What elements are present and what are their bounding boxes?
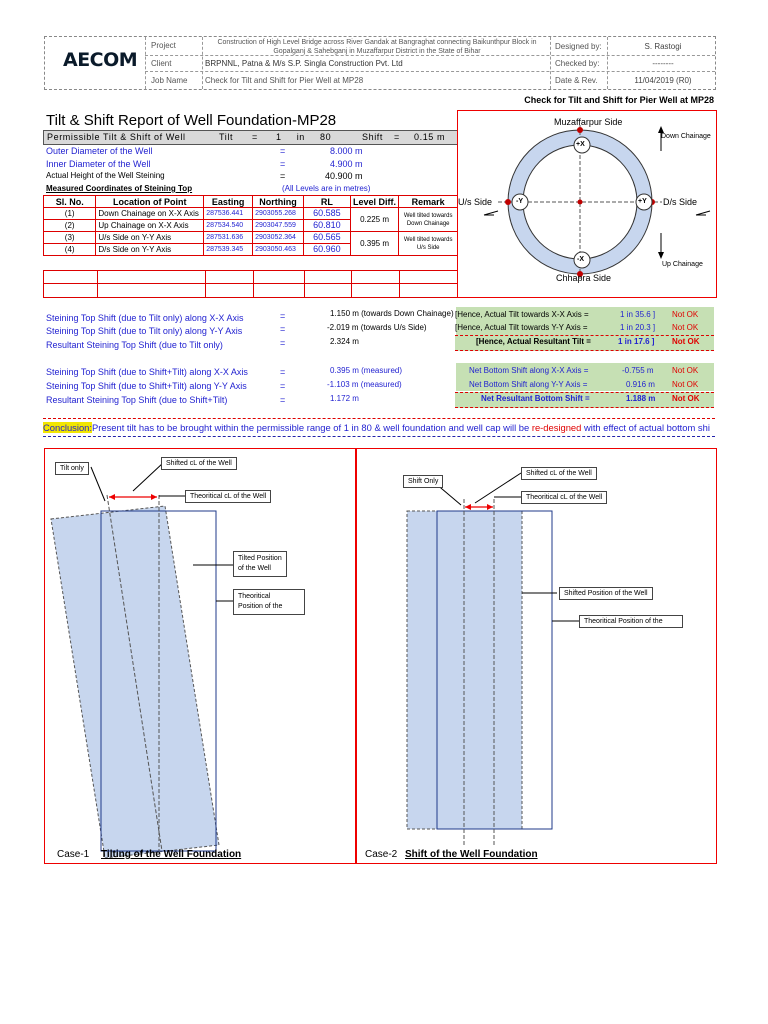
shift-value: 0.15 m bbox=[414, 132, 446, 142]
result-shift-x-value: 0.395 m (measured) bbox=[330, 366, 403, 375]
arrow-right-icon bbox=[151, 494, 157, 500]
param-height-label: Actual Height of the Well Steining bbox=[46, 171, 165, 180]
cell-northing: 2903050.463 bbox=[253, 244, 304, 256]
header-block bbox=[44, 36, 716, 90]
arrow-up-icon bbox=[658, 126, 664, 133]
result-shift-y-value: -1.103 m (measured) bbox=[327, 380, 402, 389]
plan-left-label: U/s Side bbox=[458, 197, 493, 207]
cell-sl: (2) bbox=[44, 220, 96, 232]
cell-sl: (4) bbox=[44, 244, 96, 256]
result-shift-y-label: Steining Top Shift (due to Shift+Tilt) along Y-Y Axis bbox=[46, 381, 247, 391]
header-divider bbox=[607, 37, 608, 89]
case2-shifted-cl-label: Shifted cL of the Well bbox=[521, 467, 597, 480]
case1-svg bbox=[45, 449, 355, 863]
down-chainage-label: Down Chainage bbox=[661, 133, 711, 140]
case1-number: Case-1 bbox=[57, 849, 90, 860]
tilt-x-result-label: [Hence, Actual Tilt towards X-X Axis = bbox=[455, 310, 589, 319]
designed-value: S. Rastogi bbox=[644, 42, 682, 51]
param-outer-label: Outer Diameter of the Well bbox=[46, 146, 153, 156]
report-title: Tilt & Shift Report of Well Foundation-MP28 bbox=[46, 112, 337, 129]
col-header: Easting bbox=[204, 196, 253, 208]
tilted-position-label bbox=[233, 551, 287, 577]
case2-svg bbox=[357, 449, 716, 863]
conclusion-text: Present tilt has to be brought within the permissible range of 1 in 80 & well foundation and well cap will be bbox=[92, 422, 532, 433]
badge-minus-y: -Y bbox=[516, 198, 523, 205]
point-marker bbox=[505, 199, 511, 205]
tilt-value: 1 in 80 bbox=[276, 132, 332, 142]
case2-caption: Shift of the Well Foundation bbox=[405, 849, 538, 860]
param-outer-value: 8.000 m bbox=[330, 146, 363, 156]
cell-easting: 287536.441 bbox=[204, 208, 253, 220]
header-divider bbox=[550, 37, 551, 89]
col-header: Northing bbox=[253, 196, 304, 208]
cell-northing: 2903055.268 bbox=[253, 208, 304, 220]
tilt-x-status: Not OK bbox=[672, 310, 699, 319]
conclusion-bar bbox=[43, 418, 715, 437]
shift-y-status: Not OK bbox=[672, 380, 699, 389]
result-eq: = bbox=[280, 367, 286, 377]
cell-location: U/s Side on Y-Y Axis bbox=[96, 232, 204, 244]
tilt-r-status: Not OK bbox=[672, 337, 700, 346]
point-marker bbox=[577, 127, 583, 133]
plan-bottom-label: Chhapra Side bbox=[556, 273, 612, 283]
tilt-y-status: Not OK bbox=[672, 323, 699, 332]
result-eq: = bbox=[280, 338, 286, 348]
tilt-y-result-label: [Hence, Actual Tilt towards Y-Y Axis = bbox=[455, 323, 588, 332]
param-eq: = bbox=[280, 146, 286, 156]
cell-remark-x: Well tilted towards Down Chainage bbox=[399, 208, 458, 232]
result-shift-r-label: Resultant Steining Top Shift (due to Shift+Tilt) bbox=[46, 395, 228, 405]
plan-right-label: D/s Side bbox=[663, 197, 698, 207]
cell-level-diff-y: 0.395 m bbox=[350, 232, 399, 256]
table-header-row bbox=[44, 196, 458, 208]
param-inner-value: 4.900 m bbox=[330, 159, 363, 169]
shift-eq: = bbox=[394, 132, 400, 142]
shift-x-result-value: -0.755 m bbox=[622, 366, 654, 375]
client-label: Client bbox=[151, 59, 172, 68]
param-inner-label: Inner Diameter of the Well bbox=[46, 159, 151, 169]
arrow-down-icon bbox=[658, 252, 664, 259]
up-chainage-label: Up Chainage bbox=[662, 261, 703, 268]
measured-heading: Measured Coordinates of Steining Top bbox=[46, 184, 193, 193]
cell-remark-y: Well tilted towards U/s Side bbox=[399, 232, 458, 256]
col-header: Location of Point bbox=[96, 196, 204, 208]
result-eq: = bbox=[280, 381, 286, 391]
leader-line bbox=[91, 467, 105, 501]
measured-note: (All Levels are in metres) bbox=[282, 184, 371, 193]
conclusion-redesign: re-designed bbox=[531, 422, 582, 433]
arrow-left-icon bbox=[109, 494, 115, 500]
case2-theoretical-cl-label: Theoritical cL of the Well bbox=[521, 491, 607, 504]
plan-top-label: Muzaffarpur Side bbox=[554, 117, 623, 127]
tilted-position-line2: of the Well bbox=[238, 565, 271, 572]
result-tilt-x-label: Steining Top Shift (due to Tilt only) along X-X Axis bbox=[46, 313, 244, 323]
cell-sl: (1) bbox=[44, 208, 96, 220]
center-marker bbox=[578, 200, 583, 205]
project-line-2: Gopalganj & Sahebganj in Muzaffarpur District in the State of Bihar bbox=[273, 48, 481, 55]
shifted-position-label: Shifted Position of the Well bbox=[559, 587, 653, 600]
sheet-subtitle: Check for Tilt and Shift for Pier Well at MP28 bbox=[524, 95, 714, 105]
theoretical-position-line1: Theoritical bbox=[238, 593, 271, 600]
date-value: 11/04/2019 (R0) bbox=[634, 76, 692, 85]
tilted-position-line1: Tilted Position bbox=[238, 555, 282, 562]
header-divider bbox=[145, 37, 146, 89]
col-header: RL bbox=[303, 196, 350, 208]
col-header: Level Diff. bbox=[350, 196, 399, 208]
result-shift-x-label: Steining Top Shift (due to Shift+Tilt) along X-X Axis bbox=[46, 367, 248, 377]
plan-diagram bbox=[457, 110, 717, 298]
designed-label: Designed by: bbox=[555, 42, 602, 51]
arrow-left-icon bbox=[465, 504, 471, 510]
shift-r-result-value: 1.188 m bbox=[626, 394, 656, 403]
cell-location: D/s Side on Y-Y Axis bbox=[96, 244, 204, 256]
cell-rl: 60.565 bbox=[303, 232, 350, 244]
aecom-logo: AECOM bbox=[63, 49, 138, 71]
cell-sl: (3) bbox=[44, 232, 96, 244]
theoretical-position-line2: Position of the bbox=[238, 603, 283, 610]
case2-panel bbox=[356, 448, 717, 864]
cell-easting: 287539.345 bbox=[204, 244, 253, 256]
cell-northing: 2903052.364 bbox=[253, 232, 304, 244]
badge-plus-y: +Y bbox=[638, 198, 647, 205]
shift-y-result-value: 0.916 m bbox=[626, 380, 655, 389]
header-rule bbox=[145, 71, 715, 72]
case1-theoretical-position-label bbox=[233, 589, 305, 615]
arrow-right-icon bbox=[487, 504, 493, 510]
tilt-eq: = bbox=[252, 132, 258, 142]
result-tilt-r-value: 2.324 m bbox=[330, 337, 359, 346]
tilt-y-result-value: 1 in 20.3 ] bbox=[620, 323, 656, 332]
cell-northing: 2903047.559 bbox=[253, 220, 304, 232]
leader-line bbox=[133, 463, 163, 491]
badge-plus-x: +X bbox=[576, 141, 585, 148]
measured-table bbox=[43, 195, 458, 256]
shift-x-status: Not OK bbox=[672, 366, 699, 375]
cell-rl: 60.810 bbox=[303, 220, 350, 232]
project-label: Project bbox=[151, 41, 176, 50]
shift-r-result-label: Net Resultant Bottom Shift = bbox=[481, 394, 590, 403]
permissible-bar bbox=[43, 130, 458, 145]
result-eq: = bbox=[280, 324, 286, 334]
job-value: Check for Tilt and Shift for Pier Well at MP28 bbox=[205, 76, 364, 85]
shift-x-result-label: Net Bottom Shift along X-X Axis = bbox=[469, 366, 589, 375]
project-line-1: Construction of High Level Bridge across River Gandak at Bangraghat connecting Baikunthpur Block in bbox=[217, 39, 537, 46]
tilt-r-result-value: 1 in 17.6 ] bbox=[618, 337, 655, 346]
cell-location: Up Chainage on X-X Axis bbox=[96, 220, 204, 232]
checked-value: -------- bbox=[652, 59, 674, 68]
result-tilt-y-label: Steining Top Shift (due to Tilt only) along Y-Y Axis bbox=[46, 326, 243, 336]
conclusion-label: Conclusion: bbox=[43, 422, 92, 433]
case1-theoretical-cl-label: Theoritical cL of the Well bbox=[185, 490, 271, 503]
flow-arrow-left bbox=[484, 211, 498, 215]
empty-grid bbox=[43, 270, 458, 298]
result-tilt-r-label: Resultant Steining Top Shift (due to Tilt only) bbox=[46, 340, 223, 350]
result-tilt-y-value: -2.019 m (towards U/s Side) bbox=[327, 323, 427, 332]
shift-label: Shift bbox=[362, 132, 384, 142]
tilt-r-result-label: [Hence, Actual Resultant Tilt = bbox=[476, 337, 591, 346]
cell-rl: 60.960 bbox=[303, 244, 350, 256]
table-row bbox=[44, 232, 458, 244]
shift-y-result-label: Net Bottom Shift along Y-Y Axis = bbox=[469, 380, 588, 389]
client-value: BRPNNL, Patna & M/s S.P. Singla Construction Pvt. Ltd bbox=[205, 59, 403, 68]
shift-r-status: Not OK bbox=[672, 394, 700, 403]
result-shift-r-value: 1.172 m bbox=[330, 394, 359, 403]
header-divider bbox=[202, 37, 203, 89]
flow-arrow-right bbox=[696, 211, 710, 215]
cell-easting: 287531.636 bbox=[204, 232, 253, 244]
tilt-label: Tilt bbox=[219, 132, 234, 142]
case1-caption: Tilting of the Well Foundation bbox=[101, 849, 242, 860]
result-eq: = bbox=[280, 395, 286, 405]
result-tilt-x-value: 1.150 m (towards Down Chainage) bbox=[330, 309, 454, 318]
result-eq: = bbox=[280, 311, 286, 321]
job-label: Job Name bbox=[151, 76, 188, 85]
badge-minus-x: -X bbox=[577, 256, 584, 263]
cell-easting: 287534.540 bbox=[204, 220, 253, 232]
cell-rl: 60.585 bbox=[303, 208, 350, 220]
cell-location: Down Chainage on X-X Axis bbox=[96, 208, 204, 220]
checked-label: Checked by: bbox=[555, 59, 600, 68]
leader-line bbox=[475, 473, 521, 503]
project-value bbox=[205, 38, 549, 56]
case2-number: Case-2 bbox=[365, 849, 398, 860]
param-eq: = bbox=[280, 159, 286, 169]
case1-panel bbox=[44, 448, 356, 864]
tilt-only-tag: Tilt only bbox=[55, 462, 89, 475]
case2-theoretical-position-label: Theoritical Position of the bbox=[579, 615, 683, 628]
shift-only-tag: Shift Only bbox=[403, 475, 443, 488]
param-height-value: 40.900 m bbox=[325, 171, 363, 181]
col-header: Remark bbox=[399, 196, 458, 208]
col-header: Sl. No. bbox=[44, 196, 96, 208]
permissible-label: Permissible Tilt & Shift of Well bbox=[47, 132, 186, 142]
table-row bbox=[44, 208, 458, 220]
tilted-well bbox=[51, 506, 219, 858]
cell-level-diff-x: 0.225 m bbox=[350, 208, 399, 232]
conclusion-text-end: with effect of actual bottom shi bbox=[581, 422, 710, 433]
case1-shifted-cl-label: Shifted cL of the Well bbox=[161, 457, 237, 470]
param-eq: = bbox=[280, 171, 286, 181]
date-label: Date & Rev. bbox=[555, 76, 598, 85]
tilt-x-result-value: 1 in 35.6 ] bbox=[620, 310, 656, 319]
